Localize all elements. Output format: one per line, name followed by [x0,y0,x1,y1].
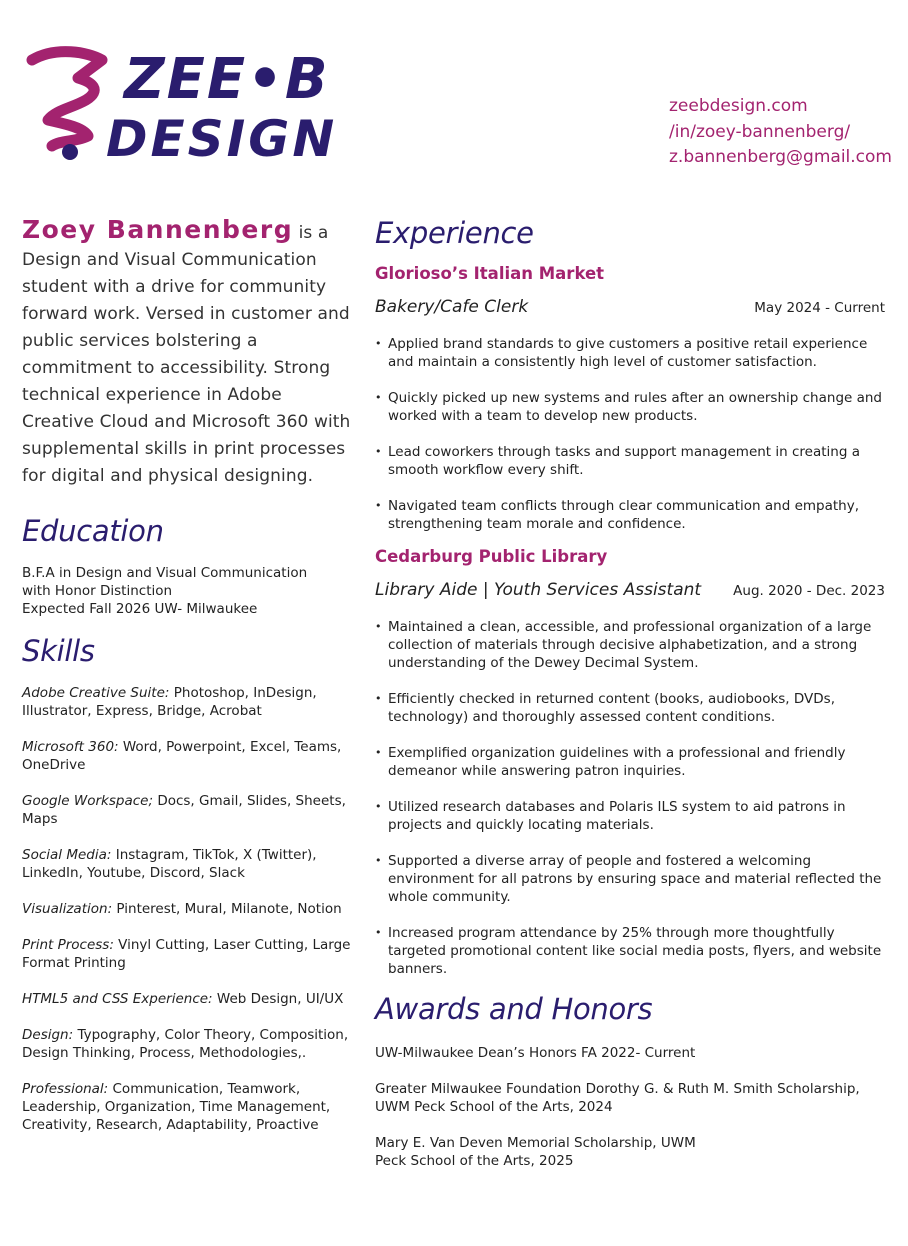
skill-label: Google Workspace; [22,793,154,809]
job-bullet: • Exemplified organization guidelines with a professional and friendly demeanor while answering patron inquiries. [375,744,885,780]
email-link[interactable]: z.bannenberg@gmail.com [669,147,892,167]
website-link[interactable]: zeebdesign.com [669,96,808,116]
job-dates: May 2024 - Current [754,300,885,316]
skills-heading: Skills [22,634,95,668]
job-bullet: • Efficiently checked in returned content (books, audiobooks, DVDs, technology) and thoroughly assessed content conditions. [375,690,885,726]
skill-value: Vinyl Cutting, Laser Cutting, Large Format Printing [22,937,351,971]
job-bullet: • Navigated team conflicts through clear communication and empathy, strengthening team morale and confidence. [375,497,885,533]
education-line: with Honor Distinction [22,583,173,599]
skill-item [22,684,357,720]
awards-heading: Awards and Honors [375,992,653,1026]
skill-value: Web Design, UI/UX [212,991,344,1007]
skill-item [22,792,357,828]
linkedin-link[interactable]: /in/zoey-bannenberg/ [669,121,851,142]
job-bullet: • Applied brand standards to give customers a positive retail experience and maintain a consistently high level of customer satisfaction. [375,335,885,371]
job-bullet: • Quickly picked up new systems and rules after an ownership change and worked with a team to develop new products. [375,389,885,425]
skill-item [22,846,357,882]
intro-text: is a Design and Visual Communication student with a drive for community forward work. Versed in customer and public services bolstering a commitment to accessibility. Strong technical experience in Adobe Creative Cloud and Microsoft 360 with supplemental skills in print processes for digital and physical designing. [22,223,351,486]
award-item [375,1080,885,1116]
squiggle-dot-icon [62,144,78,160]
education-line: Expected Fall 2026 UW- Milwaukee [22,601,258,617]
contact-block [669,94,892,171]
experience-heading: Experience [375,216,534,250]
skill-item [22,1026,357,1062]
squiggle-mark-icon [32,52,102,146]
education-details [22,564,357,618]
skill-label: Visualization: [22,901,113,917]
skill-label: Professional: [22,1081,109,1097]
skill-label: Microsoft 360: [22,739,119,755]
job-bullet: • Increased program attendance by 25% through more thoughtfully targeted promotional content like social media posts, flyers, and website banners. [375,924,885,978]
job-role: Library Aide | Youth Services Assistant [375,580,702,600]
skill-value: Word, Powerpoint, Excel, Teams, OneDrive [22,739,342,773]
skill-value: Docs, Gmail, Slides, Sheets, Maps [22,793,346,827]
education-line: B.F.A in Design and Visual Communication [22,565,308,581]
intro-paragraph [22,216,357,490]
skill-value: Photoshop, InDesign, Illustrator, Express, Bridge, Acrobat [22,685,317,719]
job-role-row [375,297,885,317]
skill-item [22,900,357,918]
job-company: Cedarburg Public Library [375,547,608,566]
education-heading: Education [22,514,164,548]
zee-b-design-logo [26,42,356,166]
job-bullets [375,335,885,533]
skill-value: Communication, Teamwork, Leadership, Organization, Time Management, Creativity, Research, Adaptability, Proactive [22,1081,331,1133]
skill-item [22,1080,357,1134]
skill-label: Adobe Creative Suite: [22,685,170,701]
right-column [375,216,885,1188]
skill-label: Design: [22,1027,74,1043]
award-item [375,1134,885,1170]
job-bullet: • Lead coworkers through tasks and support management in creating a smooth workflow every shift. [375,443,885,479]
awards-list [375,1044,885,1170]
job-company: Glorioso’s Italian Market [375,264,605,283]
award-line: UWM Peck School of the Arts, 2024 [375,1099,613,1115]
skill-label: Print Process: [22,937,114,953]
logo-line-2: DESIGN [106,110,338,166]
skill-value: Instagram, TikTok, X (Twitter), LinkedIn, Youtube, Discord, Slack [22,847,317,881]
skill-item [22,738,357,774]
award-item [375,1044,885,1062]
skill-item [22,936,357,972]
award-line: Mary E. Van Deven Memorial Scholarship, UWM [375,1135,696,1151]
job-dates: Aug. 2020 - Dec. 2023 [733,583,885,599]
skill-label: HTML5 and CSS Experience: [22,991,213,1007]
logo-line-1: ZEE•B [124,47,330,112]
skill-item [22,990,357,1008]
award-line: Peck School of the Arts, 2025 [375,1153,574,1169]
job-bullet: • Supported a diverse array of people and fostered a welcoming environment for all patrons by ensuring space and material reflected the whole community. [375,852,885,906]
skill-value: Typography, Color Theory, Composition, Design Thinking, Process, Methodologies,. [22,1027,349,1061]
skill-label: Social Media: [22,847,112,863]
award-line: Greater Milwaukee Foundation Dorothy G. & Ruth M. Smith Scholarship, [375,1081,860,1097]
skill-value: Pinterest, Mural, Milanote, Notion [112,901,342,917]
job-role-row [375,580,885,600]
job-bullets [375,618,885,978]
candidate-name: Zoey Bannenberg [22,215,294,244]
skills-list [22,684,357,1134]
left-column [22,216,357,1152]
job-bullet: • Utilized research databases and Polaris ILS system to aid patrons in projects and quickly locating materials. [375,798,885,834]
award-line: UW-Milwaukee Dean’s Honors FA 2022- Current [375,1045,696,1061]
job-role: Bakery/Cafe Clerk [375,297,529,317]
job-bullet: • Maintained a clean, accessible, and professional organization of a large collection of materials through decisive alphabetization, and a strong understanding of the Dewey Decimal System. [375,618,885,672]
